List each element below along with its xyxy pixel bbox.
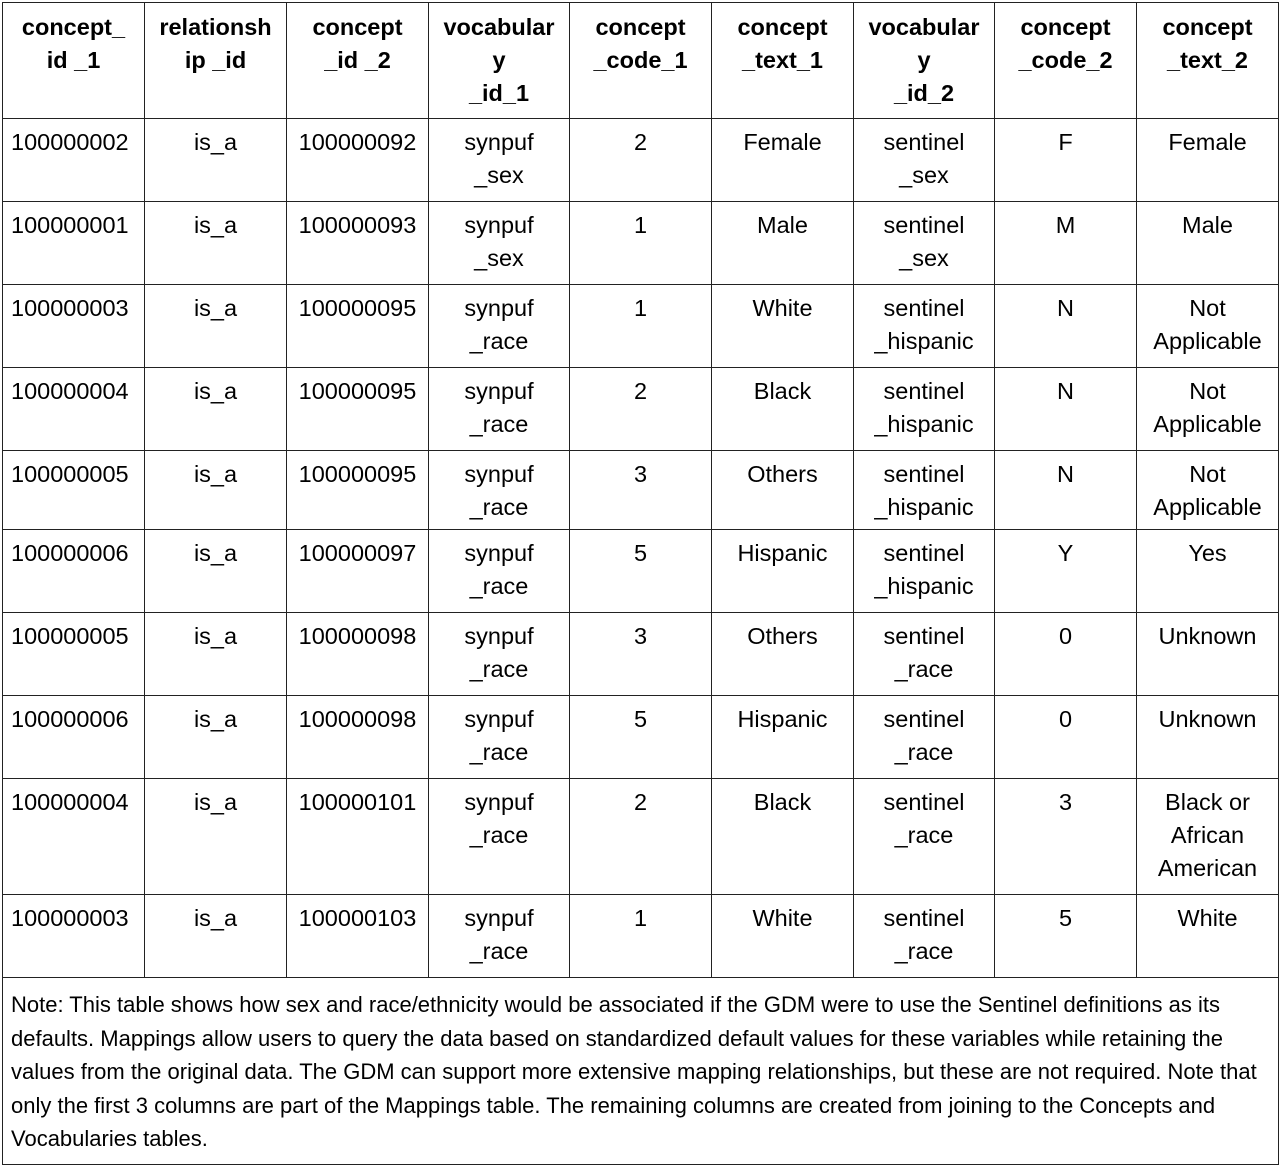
cell-vocabulary-id-2: sentinel _race: [854, 895, 995, 978]
table-row: [3, 779, 1279, 895]
cell-concept-id-2: 100000095: [287, 285, 429, 368]
cell-concept-id-1: 100000004: [3, 779, 145, 895]
cell-vocabulary-id-2: sentinel _race: [854, 779, 995, 895]
cell-concept-code-1: 5: [570, 530, 712, 613]
cell-concept-id-2: 100000095: [287, 368, 429, 451]
cell-vocabulary-id-2: sentinel _sex: [854, 202, 995, 285]
cell-concept-id-1: 100000004: [3, 368, 145, 451]
table-row: [3, 613, 1279, 696]
cell-concept-text-1: Hispanic: [712, 530, 854, 613]
table-row: [3, 895, 1279, 978]
cell-vocabulary-id-1: synpuf _race: [429, 285, 570, 368]
cell-relationship-id: is_a: [145, 451, 287, 530]
cell-relationship-id: is_a: [145, 202, 287, 285]
mappings-table-container: [2, 2, 1278, 1160]
cell-concept-code-2: 5: [995, 895, 1137, 978]
cell-relationship-id: is_a: [145, 368, 287, 451]
cell-concept-id-1: 100000006: [3, 696, 145, 779]
cell-concept-id-2: 100000101: [287, 779, 429, 895]
cell-concept-code-1: 1: [570, 285, 712, 368]
cell-concept-text-1: Black: [712, 368, 854, 451]
cell-concept-code-1: 2: [570, 119, 712, 202]
cell-concept-text-1: Others: [712, 613, 854, 696]
cell-vocabulary-id-2: sentinel _hispanic: [854, 451, 995, 530]
cell-concept-text-2: Yes: [1137, 530, 1279, 613]
cell-concept-text-1: White: [712, 895, 854, 978]
cell-concept-text-2: Female: [1137, 119, 1279, 202]
cell-vocabulary-id-1: synpuf _race: [429, 530, 570, 613]
cell-concept-code-2: 0: [995, 696, 1137, 779]
cell-concept-code-2: M: [995, 202, 1137, 285]
cell-concept-text-2: White: [1137, 895, 1279, 978]
header-concept-text-2: concept _text_2: [1137, 3, 1279, 119]
cell-concept-code-1: 3: [570, 451, 712, 530]
cell-relationship-id: is_a: [145, 696, 287, 779]
cell-concept-id-2: 100000093: [287, 202, 429, 285]
cell-vocabulary-id-1: synpuf _sex: [429, 202, 570, 285]
cell-concept-id-1: 100000003: [3, 895, 145, 978]
cell-concept-text-1: Female: [712, 119, 854, 202]
cell-concept-code-2: Y: [995, 530, 1137, 613]
cell-concept-code-2: N: [995, 451, 1137, 530]
cell-relationship-id: is_a: [145, 613, 287, 696]
cell-concept-text-1: Hispanic: [712, 696, 854, 779]
cell-concept-id-1: 100000005: [3, 451, 145, 530]
header-concept-code-2: concept _code_2: [995, 3, 1137, 119]
cell-concept-text-1: Others: [712, 451, 854, 530]
table-row: [3, 368, 1279, 451]
cell-concept-code-1: 3: [570, 613, 712, 696]
header-row: [3, 3, 1279, 119]
cell-vocabulary-id-2: sentinel _hispanic: [854, 285, 995, 368]
cell-relationship-id: is_a: [145, 285, 287, 368]
cell-relationship-id: is_a: [145, 119, 287, 202]
cell-vocabulary-id-1: synpuf _sex: [429, 119, 570, 202]
cell-concept-text-1: Male: [712, 202, 854, 285]
cell-concept-code-2: 0: [995, 613, 1137, 696]
cell-vocabulary-id-1: synpuf _race: [429, 613, 570, 696]
header-relationship-id: relationsh ip _id: [145, 3, 287, 119]
cell-concept-id-1: 100000005: [3, 613, 145, 696]
cell-concept-id-1: 100000006: [3, 530, 145, 613]
cell-concept-id-2: 100000098: [287, 613, 429, 696]
cell-concept-text-1: Black: [712, 779, 854, 895]
cell-vocabulary-id-1: synpuf _race: [429, 368, 570, 451]
cell-concept-id-2: 100000092: [287, 119, 429, 202]
cell-concept-id-1: 100000003: [3, 285, 145, 368]
cell-vocabulary-id-2: sentinel _race: [854, 613, 995, 696]
cell-concept-id-2: 100000098: [287, 696, 429, 779]
cell-concept-code-1: 5: [570, 696, 712, 779]
cell-vocabulary-id-2: sentinel _hispanic: [854, 530, 995, 613]
cell-concept-id-1: 100000001: [3, 202, 145, 285]
cell-concept-text-2: Not Applicable: [1137, 451, 1279, 530]
cell-vocabulary-id-1: synpuf _race: [429, 451, 570, 530]
header-vocabulary-id-1: vocabular y _id_1: [429, 3, 570, 119]
cell-vocabulary-id-1: synpuf _race: [429, 779, 570, 895]
table-note: Note: This table shows how sex and race/ethnicity would be associated if the GDM were to use the Sentinel definitions as its defaults. Mappings allow users to query the data based on standardized default values for these variables while retaining the values from the original data. The GDM can support more extensive mapping relationships, but these are not required. Note that only the first 3 columns are part of the Mappings table. The remaining columns are created from joining to the Concepts and Vocabularies tables.: [3, 978, 1279, 1165]
cell-relationship-id: is_a: [145, 895, 287, 978]
cell-vocabulary-id-2: sentinel _race: [854, 696, 995, 779]
cell-concept-text-2: Male: [1137, 202, 1279, 285]
cell-vocabulary-id-2: sentinel _hispanic: [854, 368, 995, 451]
cell-concept-text-2: Unknown: [1137, 613, 1279, 696]
header-vocabulary-id-2: vocabular y _id_2: [854, 3, 995, 119]
cell-concept-code-2: 3: [995, 779, 1137, 895]
cell-concept-code-1: 2: [570, 779, 712, 895]
cell-concept-text-1: White: [712, 285, 854, 368]
header-concept-text-1: concept _text_1: [712, 3, 854, 119]
cell-concept-text-2: Unknown: [1137, 696, 1279, 779]
cell-vocabulary-id-1: synpuf _race: [429, 696, 570, 779]
table-row: [3, 530, 1279, 613]
cell-vocabulary-id-2: sentinel _sex: [854, 119, 995, 202]
cell-vocabulary-id-1: synpuf _race: [429, 895, 570, 978]
cell-relationship-id: is_a: [145, 779, 287, 895]
table-row: [3, 451, 1279, 530]
header-concept-id-2: concept _id _2: [287, 3, 429, 119]
cell-concept-code-1: 1: [570, 895, 712, 978]
header-concept-code-1: concept _code_1: [570, 3, 712, 119]
table-row: [3, 202, 1279, 285]
cell-relationship-id: is_a: [145, 530, 287, 613]
cell-concept-id-2: 100000103: [287, 895, 429, 978]
cell-concept-code-2: N: [995, 285, 1137, 368]
cell-concept-id-1: 100000002: [3, 119, 145, 202]
cell-concept-code-2: F: [995, 119, 1137, 202]
cell-concept-code-2: N: [995, 368, 1137, 451]
table-row: [3, 285, 1279, 368]
cell-concept-text-2: Black or African American: [1137, 779, 1279, 895]
header-concept-id-1: concept_ id _1: [3, 3, 145, 119]
cell-concept-id-2: 100000097: [287, 530, 429, 613]
cell-concept-code-1: 1: [570, 202, 712, 285]
cell-concept-text-2: Not Applicable: [1137, 368, 1279, 451]
cell-concept-text-2: Not Applicable: [1137, 285, 1279, 368]
table-row: [3, 696, 1279, 779]
cell-concept-code-1: 2: [570, 368, 712, 451]
table-row: [3, 119, 1279, 202]
cell-concept-id-2: 100000095: [287, 451, 429, 530]
note-row: [3, 978, 1279, 1165]
mappings-table: [2, 2, 1279, 1165]
